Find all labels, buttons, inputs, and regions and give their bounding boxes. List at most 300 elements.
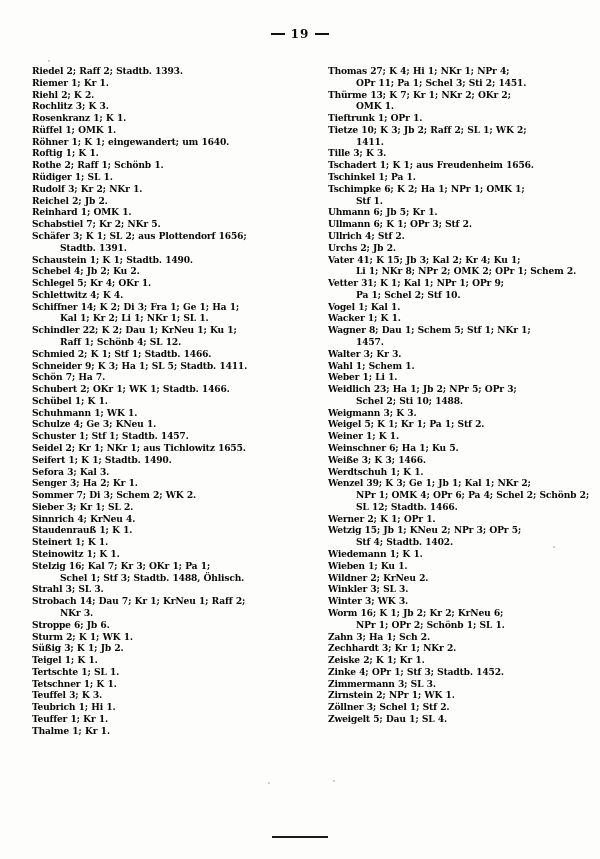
index-entry (32, 231, 292, 255)
entry-references: 41; K 15; Jb 3; Kal 2; Kr 4; Ku 1; (353, 254, 521, 266)
index-entry (32, 125, 292, 137)
index-entry (32, 549, 292, 561)
index-entry (32, 207, 292, 219)
entry-references: 3; Kal 3. (63, 466, 110, 478)
entry-headword: Wagner (328, 325, 366, 337)
entry-references: 1; K 1. (364, 313, 401, 325)
entry-headword: Wacker (328, 313, 365, 325)
entry-references: 7; Kr 2; NKr 5. (82, 219, 161, 231)
entry-headword: Teuffer (32, 713, 68, 725)
scan-speckle (333, 780, 335, 782)
entry-references: 2; K 1; Stf 1; Stadtb. 1466. (74, 348, 212, 360)
index-entry (32, 455, 292, 467)
entry-headword: Schlegel (32, 278, 74, 290)
index-entry (32, 255, 292, 267)
entry-references: 6; Jb 6. (70, 619, 110, 631)
entry-headword: Wenzel (328, 478, 364, 490)
entry-references: 2; K 1; OPr 1. (364, 513, 436, 525)
index-entry (328, 125, 590, 149)
index-entry (32, 679, 292, 691)
entry-headword: Weiße (328, 454, 359, 466)
entry-references: 3; Ha 2; Kr 1. (66, 478, 138, 490)
entry-references: 1; K 1. (62, 148, 99, 160)
entry-runover-line: NKr 3. (60, 607, 94, 619)
index-entry (328, 573, 590, 585)
entry-headword: Vogel (328, 301, 355, 313)
index-entry (32, 490, 292, 502)
entry-references: 2; Raff 2; Stadtb. 1393. (63, 66, 183, 77)
entry-headword: Wetzig (328, 525, 362, 537)
index-entry (32, 172, 292, 184)
index-entry (328, 90, 590, 114)
entry-references: 1; Kr 1. (67, 713, 109, 725)
entry-headword: Weigel (328, 419, 362, 431)
index-entry (328, 514, 590, 526)
entry-headword: Seifert (32, 454, 66, 466)
entry-references: 1; K 1. (362, 431, 399, 443)
entry-references: 2; Jb 2. (357, 242, 396, 254)
scan-speckle (553, 546, 555, 548)
entry-references: 3; Kr 1; NKr 2. (378, 643, 457, 655)
page-number: 19 (290, 27, 310, 41)
entry-references: 2; NPr 1; WK 1. (372, 690, 455, 702)
index-entry (328, 584, 590, 596)
index-entry (328, 184, 590, 208)
entry-references: 6; Ha 1; Ku 5. (385, 443, 459, 454)
index-entry (32, 431, 292, 443)
entry-headword: Werner (328, 513, 365, 525)
entry-headword: Schmied (32, 348, 75, 360)
index-entry (32, 667, 292, 679)
entry-headword: Ullrich (328, 230, 362, 242)
index-entry (32, 714, 292, 726)
entry-references: 7; Di 3; Schem 2; WK 2. (73, 490, 197, 502)
entry-headword: Steinert (32, 537, 72, 549)
entry-headword: Weigmann (328, 407, 381, 419)
index-entry (32, 160, 292, 172)
entry-headword: Sommer (32, 490, 74, 502)
entry-headword: Sefora (32, 466, 64, 478)
index-entry (32, 184, 292, 196)
entry-headword: Sieber (32, 501, 64, 513)
entry-headword: Urchs (328, 242, 357, 254)
index-entry (32, 66, 292, 78)
footer-rule (272, 836, 328, 838)
index-entry (32, 113, 292, 125)
entry-headword: Sturm (32, 631, 63, 643)
entry-references: 3; Kr 1; SL 2. (63, 501, 134, 513)
entry-headword: Roftig (32, 148, 63, 160)
index-entry (32, 325, 292, 349)
entry-headword: Schubert (32, 384, 77, 396)
entry-headword: Schön (32, 372, 63, 384)
index-entry (32, 561, 292, 585)
entry-references: 9; K 3; Ha 1; SL 5; Stadtb. 1411. (81, 360, 248, 372)
index-column-right (300, 66, 600, 826)
entry-headword: Zweigelt (328, 713, 370, 725)
entry-headword: Schulze (32, 419, 71, 431)
entry-references: 1; Schem 1. (352, 360, 415, 372)
index-entry (32, 620, 292, 632)
entry-headword: Seidel (32, 443, 63, 454)
entry-runover-line: 1457. (356, 336, 384, 348)
index-entry (32, 137, 292, 149)
entry-references: 1; OMK 1. (77, 207, 132, 219)
entry-references: 4; Stf 2. (361, 230, 405, 242)
entry-headword: Winkler (328, 584, 368, 596)
index-entry (32, 90, 292, 102)
entry-runover-line: 1411. (356, 136, 384, 148)
entry-headword: Schuster (32, 431, 76, 443)
entry-references: 1; K 1. (387, 466, 424, 478)
entry-headword: Teubrich (32, 702, 76, 714)
entry-runover-line: Pa 1; Schel 2; Stf 10. (356, 289, 461, 301)
entry-headword: Rüffel (32, 124, 63, 136)
index-entry (328, 160, 590, 172)
entry-references: 3; Ha 1; Sch 2. (352, 631, 430, 643)
entry-headword: Stroppe (32, 619, 71, 631)
entry-references: 2; Jb 2. (68, 195, 108, 207)
entry-headword: Senger (32, 478, 67, 490)
index-entry (328, 431, 590, 443)
index-entry (328, 408, 590, 420)
entry-references: 5; K 1; Kr 1; Pa 1; Stf 2. (361, 419, 485, 431)
index-entry (328, 302, 590, 314)
entry-headword: Zeiske (328, 655, 360, 667)
entry-headword: Wieben (328, 560, 365, 572)
entry-references: 1; Kr 1. (68, 725, 110, 737)
index-entry (328, 561, 590, 573)
entry-references: 3; Kr 2; NKr 1. (64, 183, 143, 195)
entry-headword: Schneider (32, 360, 82, 372)
entry-headword: Rothe (32, 160, 62, 172)
entry-references: 31; K 1; Kal 1; NPr 1; OPr 9; (357, 278, 504, 290)
entry-references: 4; Jb 2; Ku 2. (70, 266, 140, 278)
index-entry (32, 514, 292, 526)
entry-headword: Strobach (32, 596, 77, 608)
entry-references: 1; K 1. (96, 525, 133, 537)
entry-headword: Schlettwitz (32, 289, 87, 301)
entry-headword: Tschadert (328, 160, 377, 172)
index-entry (32, 702, 292, 714)
entry-headword: Wildner (328, 572, 368, 584)
entry-references: 14; K 2; Di 3; Fra 1; Ge 1; Ha 1; (77, 301, 240, 313)
entry-headword: Schiffner (32, 301, 78, 313)
entry-headword: Tschimpke (328, 183, 381, 195)
index-entry (328, 148, 590, 160)
index-entry (328, 219, 590, 231)
index-entry (328, 243, 590, 255)
entry-headword: Stelzig (32, 560, 66, 572)
entry-references: 1; Stf 1; Stadtb. 1457. (75, 431, 189, 443)
entry-headword: Riemer (32, 77, 68, 89)
index-entry (328, 632, 590, 644)
index-entry (32, 372, 292, 384)
entry-references: 1; K 1. (71, 395, 108, 407)
entry-headword: Röhner (32, 136, 69, 148)
index-entry (328, 467, 590, 479)
entry-headword: Zirnstein (328, 690, 373, 702)
entry-headword: Teigel (32, 655, 62, 667)
index-entry (328, 278, 590, 302)
entry-references: 2; KrNeu 2. (367, 572, 429, 584)
entry-references: 5; Kr 4; OKr 1. (73, 278, 152, 290)
entry-runover-line: Li 1; NKr 8; NPr 2; OMK 2; OPr 1; Schem 2. (356, 266, 577, 278)
index-entry (32, 396, 292, 408)
entry-references: 3; SL 3. (394, 678, 436, 690)
entry-references: 3; SL 3. (367, 584, 409, 596)
index-entry (32, 726, 292, 738)
entry-headword: Schäfer (32, 230, 70, 242)
entry-references: 1; SL 1. (71, 172, 113, 184)
entry-headword: Strahl (32, 584, 63, 596)
entry-references: 3; K 3. (349, 148, 387, 160)
index-entry (32, 525, 292, 537)
entry-headword: Tetschner (32, 678, 81, 690)
entry-runover-line: OMK 1. (356, 101, 394, 113)
entry-references: 1; Kal 1. (354, 301, 401, 313)
entry-references: 4; OPr 1; Stf 3; Stadtb. 1452. (355, 666, 504, 678)
entry-headword: Rüdiger (32, 172, 72, 184)
index-entry (328, 455, 590, 467)
entry-references: 27; K 4; Hi 1; NKr 1; NPr 4; (366, 66, 510, 77)
entry-references: 1; OPr 1. (374, 113, 423, 125)
running-head-rule-right (315, 33, 329, 35)
index-entry (32, 349, 292, 361)
entry-headword: Tille (328, 148, 350, 160)
entry-references: 2; Kr 1; NKr 1; aus Tichlowitz 1655. (62, 443, 246, 454)
index-entry (328, 419, 590, 431)
entry-references: 1; K 1. (71, 537, 109, 549)
index-entry (328, 643, 590, 655)
entry-references: 3; K 1; Jb 2. (60, 643, 124, 655)
entry-references: 14; Dau 7; Kr 1; KrNeu 1; Raff 2; (76, 596, 246, 608)
entry-references: 3; K 3; 1466. (358, 454, 426, 466)
index-entry (328, 231, 590, 243)
index-entry (328, 349, 590, 361)
entry-references: 1; K 1; Stadtb. 1490. (65, 454, 172, 466)
entry-references: 1; Hi 1. (75, 702, 116, 714)
index-entry (32, 408, 292, 420)
entry-references: 4; K 4. (86, 289, 124, 301)
entry-references: 3; K 1; SL 2; aus Plottendorf 1656; (69, 230, 247, 242)
entry-references: 3; WK 3. (361, 596, 409, 608)
index-entry (328, 372, 590, 384)
index-entry (32, 478, 292, 490)
index-entry (32, 690, 292, 702)
index-entry (328, 478, 590, 513)
entry-headword: Schaustein (32, 254, 87, 266)
index-entry (32, 537, 292, 549)
entry-headword: Zöllner (328, 702, 364, 714)
entry-headword: Tieftrunk (328, 113, 375, 125)
entry-references: 2; K 1; Kr 1. (359, 655, 425, 667)
running-head-rule-left (271, 33, 285, 35)
index-entry (328, 679, 590, 691)
entry-references: 3; K 3. (380, 407, 417, 419)
entry-headword: Zechhardt (328, 643, 379, 655)
entry-references: 4; Ge 3; KNeu 1. (70, 419, 157, 431)
running-head (0, 27, 600, 41)
entry-headword: Tietze (328, 124, 358, 136)
entry-headword: Weidlich (328, 384, 371, 396)
scan-speckle (268, 782, 270, 784)
entry-headword: Teuffel (32, 690, 66, 702)
index-entry (328, 207, 590, 219)
entry-references: 16; K 1; Jb 2; Kr 2; KrNeu 6; (357, 607, 504, 619)
entry-headword: Riedel (32, 66, 64, 77)
entry-references: 7; Ha 7. (62, 372, 106, 384)
index-entry (32, 278, 292, 290)
index-entry (328, 525, 590, 549)
entry-headword: Werdtschuh (328, 466, 388, 478)
entry-headword: Schindler (32, 325, 80, 337)
entry-references: 3; SL 3. (62, 584, 104, 596)
entry-runover-line: NPr 1; OPr 2; Schönb 1; SL 1. (356, 619, 505, 631)
entry-references: 2; OKr 1; WK 1; Stadtb. 1466. (76, 384, 230, 396)
entry-headword: Riehl (32, 89, 58, 101)
index-entry (32, 266, 292, 278)
entry-headword: Walter (328, 348, 361, 360)
entry-runover-line: Raff 1; Schönb 4; SL 12. (60, 336, 182, 348)
index-entry (32, 290, 292, 302)
index-entry (32, 101, 292, 113)
index-entry (32, 196, 292, 208)
index-entry (328, 443, 590, 455)
entry-runover-line: Stf 1. (356, 195, 383, 207)
entry-runover-line: OPr 11; Pa 1; Schel 3; Sti 2; 1451. (356, 77, 527, 89)
entry-references: 39; K 3; Ge 1; Jb 1; Kal 1; NKr 2; (363, 478, 531, 490)
entry-references: 1; K 1. (80, 678, 117, 690)
entry-runover-line: Stadtb. 1391. (60, 242, 127, 254)
index-columns (0, 66, 600, 826)
index-entry (328, 549, 590, 561)
entry-references: 2; K 2. (57, 89, 95, 101)
index-entry (32, 443, 292, 455)
index-entry (328, 172, 590, 184)
entry-runover-line: Schel 1; Stf 3; Stadtb. 1488, Öhlisch. (60, 572, 245, 584)
entry-headword: Thürme (328, 89, 367, 101)
entry-headword: Schübel (32, 395, 72, 407)
entry-headword: Rudolf (32, 183, 65, 195)
index-entry (328, 714, 590, 726)
entry-headword: Schuhmann (32, 407, 91, 419)
entry-runover-line: Stf 4; Stadtb. 1402. (356, 537, 453, 549)
entry-references: 8; Dau 1; Schem 5; Stf 1; NKr 1; (365, 325, 531, 337)
entry-headword: Vater (328, 254, 354, 266)
entry-headword: Thalme (32, 725, 69, 737)
entry-headword: Süßig (32, 643, 61, 655)
entry-references: 6; K 2; Ha 1; NPr 1; OMK 1; (380, 183, 525, 195)
index-entry (328, 667, 590, 679)
entry-references: 1; Pa 1. (375, 172, 416, 184)
entry-runover-line: Schel 2; Sti 10; 1488. (356, 395, 463, 407)
entry-headword: Rochlitz (32, 101, 73, 113)
entry-references: 1; K 1; aus Freudenheim 1656. (376, 160, 534, 172)
entry-headword: Sinnrich (32, 513, 75, 525)
entry-references: 1; K 1; Stadtb. 1490. (86, 254, 193, 266)
entry-headword: Uhmann (328, 207, 371, 219)
entry-headword: Weber (328, 372, 360, 384)
index-entry (32, 596, 292, 620)
index-entry (32, 632, 292, 644)
index-entry (328, 255, 590, 279)
index-entry (32, 78, 292, 90)
entry-references: 16; Kal 7; Kr 3; OKr 1; Pa 1; (65, 560, 211, 572)
entry-headword: Thomas (328, 66, 367, 77)
index-entry (328, 313, 590, 325)
entry-references: 1; SL 1. (77, 666, 120, 678)
index-entry (32, 467, 292, 479)
index-entry (328, 384, 590, 408)
entry-references: 22; K 2; Dau 1; KrNeu 1; Ku 1; (79, 325, 237, 337)
entry-headword: Wiedemann (328, 549, 387, 561)
entry-references: 4; KrNeu 4. (74, 513, 136, 525)
entry-references: 5; Dau 1; SL 4. (369, 713, 448, 725)
entry-references: 1; K 1. (61, 655, 98, 667)
index-entry (32, 148, 292, 160)
index-entry (328, 66, 590, 90)
index-entry (328, 113, 590, 125)
index-column-left (0, 66, 300, 826)
entry-headword: Zahn (328, 631, 353, 643)
entry-references: 3; K 3. (72, 101, 109, 113)
entry-headword: Worm (328, 607, 358, 619)
entry-references: 1; K 1. (89, 113, 127, 125)
index-entry (32, 502, 292, 514)
entry-references: 3; Kr 3. (360, 348, 402, 360)
index-entry (328, 361, 590, 373)
index-entry (32, 384, 292, 396)
entry-headword: Tertschte (32, 666, 78, 678)
index-entry (328, 655, 590, 667)
index-entry (32, 419, 292, 431)
index-entry (32, 584, 292, 596)
entry-references: 1; Li 1. (359, 372, 398, 384)
entry-references: 3; Schel 1; Stf 2. (363, 702, 450, 714)
entry-references: 1; K 1. (386, 549, 423, 561)
entry-headword: Reinhard (32, 207, 78, 219)
entry-headword: Zinke (328, 666, 356, 678)
entry-references: 6; Jb 5; Kr 1. (370, 207, 438, 219)
entry-headword: Schebel (32, 266, 71, 278)
entry-headword: Weinschner (328, 443, 386, 454)
entry-references: 13; K 7; Kr 1; NKr 2; OKr 2; (367, 89, 511, 101)
entry-headword: Vetter (328, 278, 358, 290)
entry-references: 3; K 3. (65, 690, 103, 702)
index-entry (328, 596, 590, 608)
entry-references: 2; Raff 1; Schönb 1. (61, 160, 164, 172)
entry-headword: Reichel (32, 195, 69, 207)
entry-references: 1; Kr 1. (67, 77, 109, 89)
entry-references: 1; K 1; eingewandert; um 1640. (68, 136, 230, 148)
entry-references: 2; K 1; WK 1. (62, 631, 133, 643)
index-entry (32, 219, 292, 231)
entry-runover-line: Kal 1; Kr 2; Li 1; NKr 1; SL 1. (60, 313, 209, 325)
index-entry (328, 608, 590, 632)
entry-runover-line: NPr 1; OMK 4; OPr 6; Pa 4; Schel 2; Schönb 2; SL 12; Stadtb. 1466. (356, 490, 590, 513)
entry-references: 10; K 3; Jb 2; Raff 2; SL 1; WK 2; (357, 124, 527, 136)
entry-references: 1; K 1. (83, 549, 120, 561)
entry-headword: Staudenrauß (32, 525, 97, 537)
entry-headword: Zimmermann (328, 678, 395, 690)
entry-headword: Wahl (328, 360, 353, 372)
index-entry (32, 302, 292, 326)
entry-headword: Schabstiel (32, 219, 83, 231)
entry-headword: Weiner (328, 431, 363, 443)
entry-headword: Ullmann (328, 219, 371, 231)
entry-headword: Winter (328, 596, 362, 608)
